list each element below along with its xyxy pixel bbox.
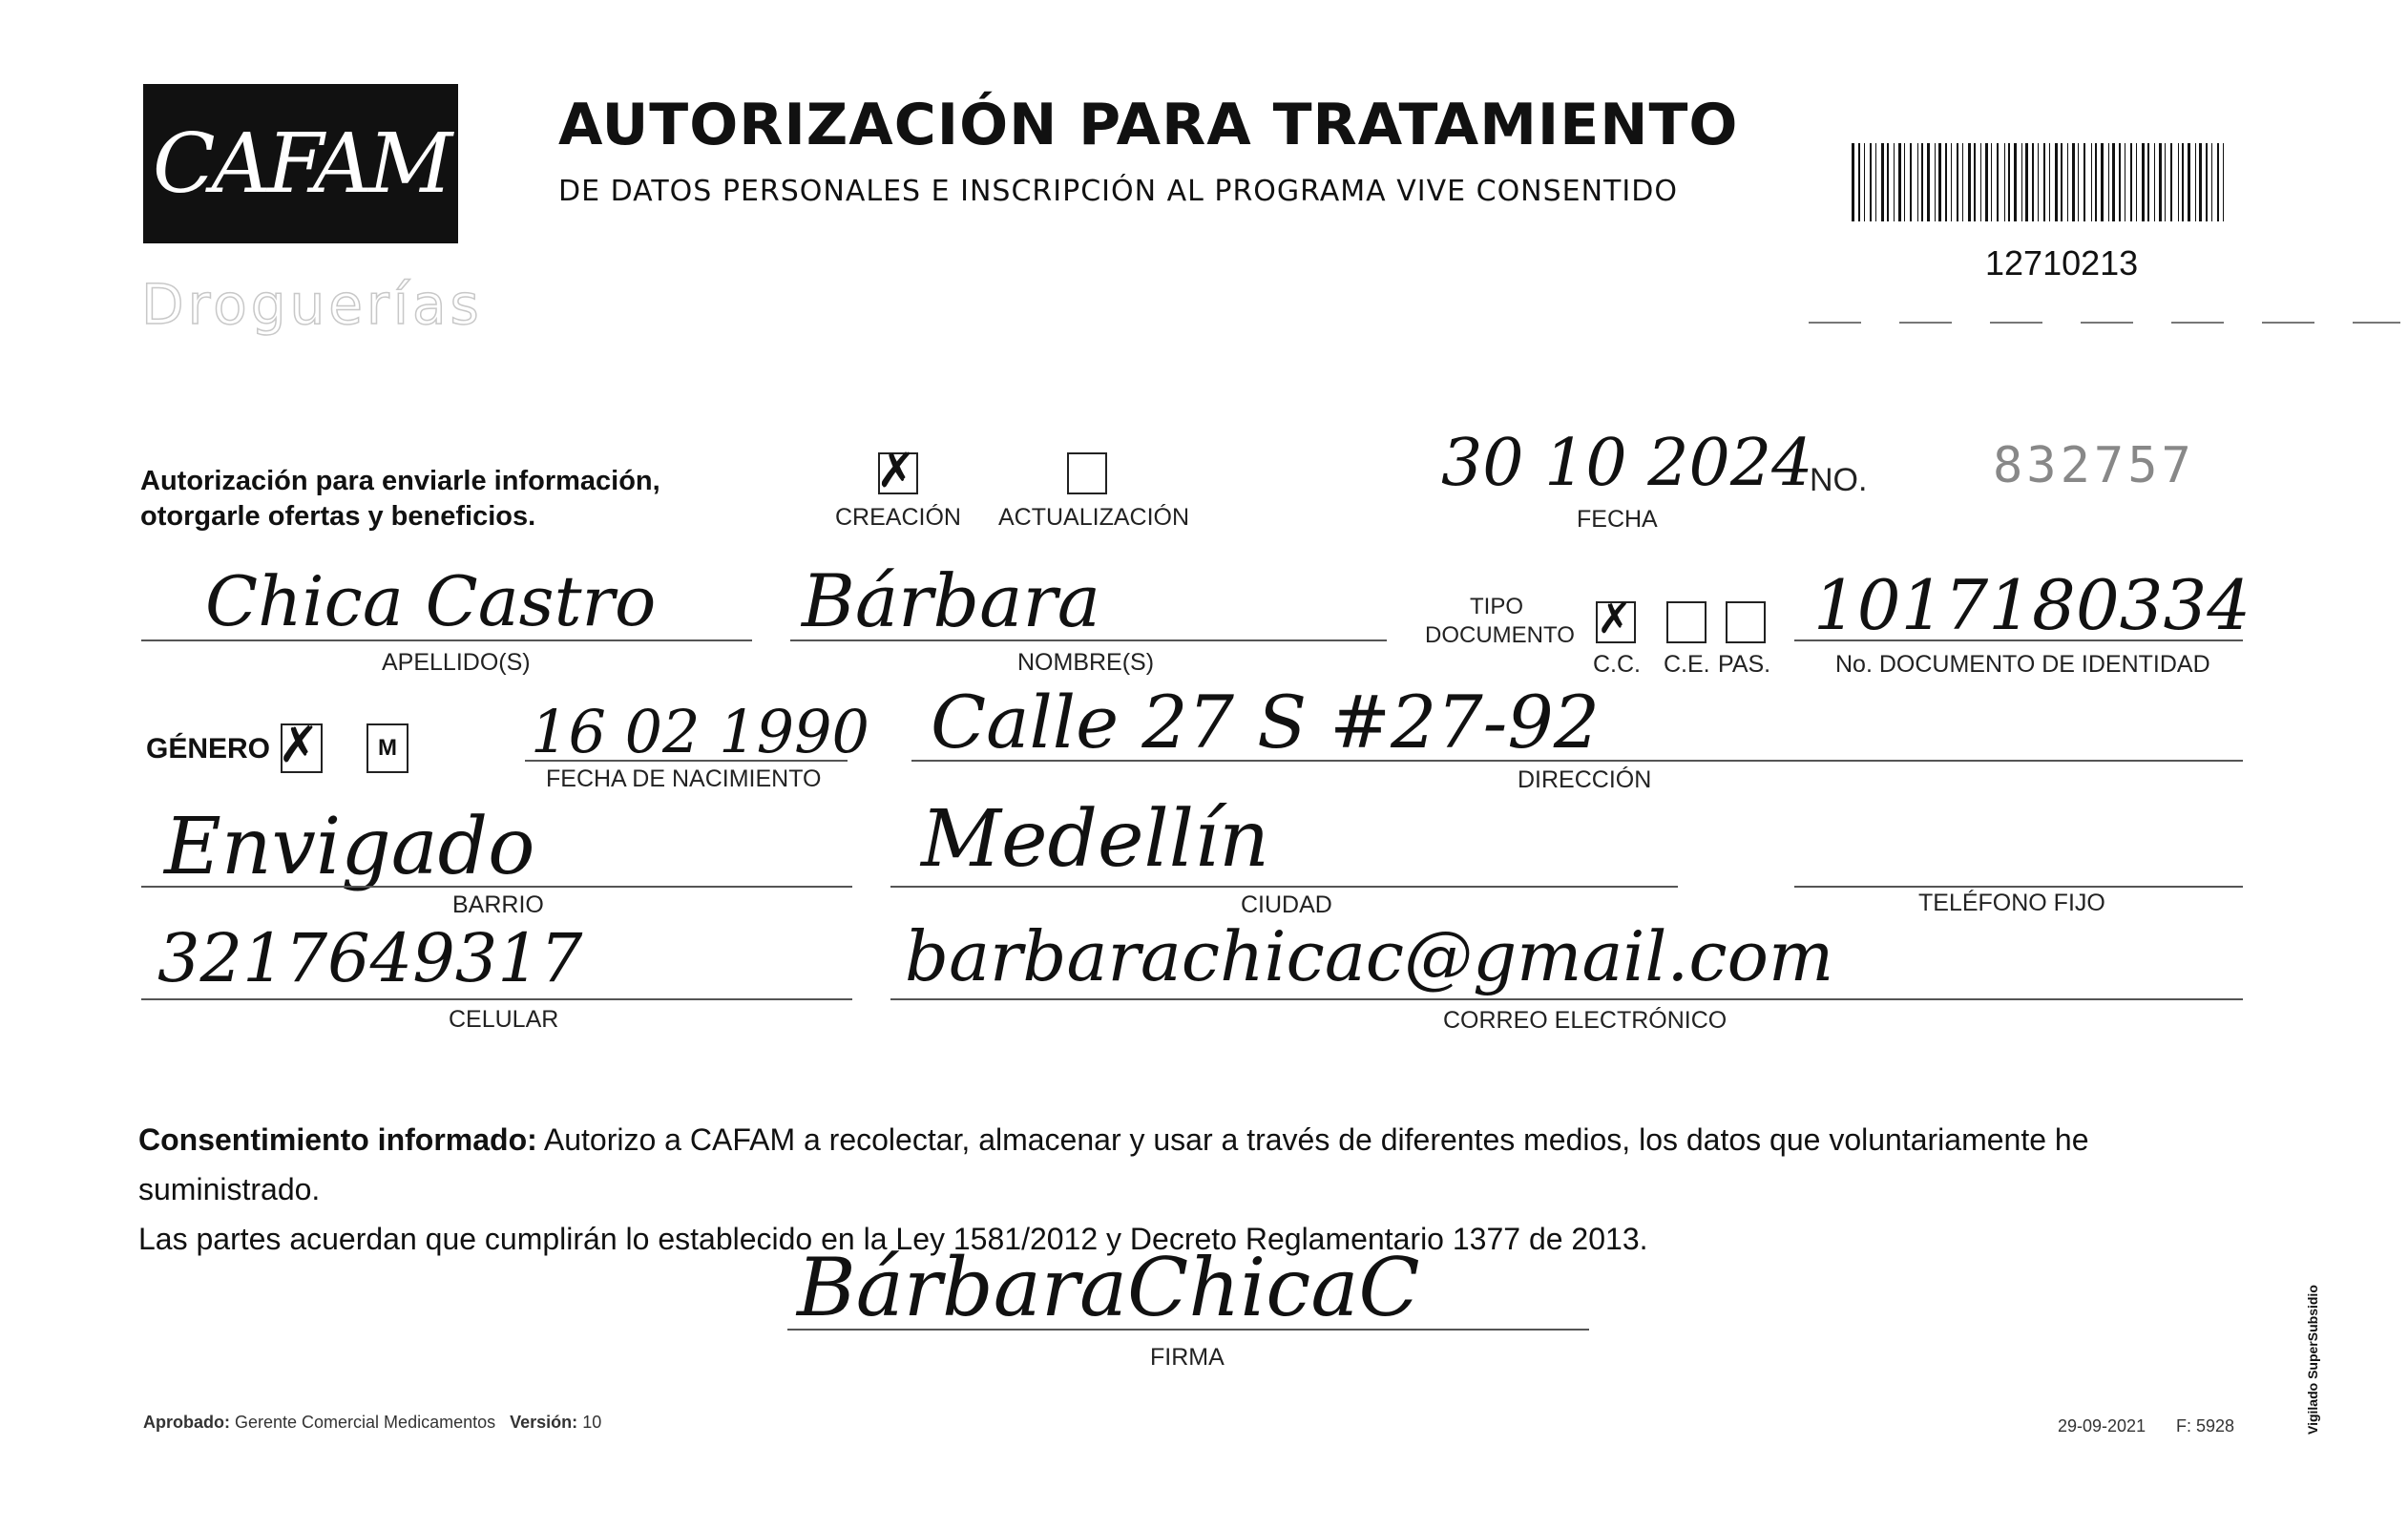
nombres-value: Bárbara: [802, 558, 1101, 643]
intro-line-1: Autorización para enviarle información,: [140, 466, 660, 496]
barcode-bar: [1951, 143, 1952, 221]
barcode-bar: [1917, 143, 1918, 221]
barcode-bar: [1957, 143, 1958, 221]
barcode-bar: [1980, 143, 1981, 221]
documento-line: [1794, 639, 2243, 641]
barcode-bar: [1870, 143, 1872, 221]
apellidos-line: [141, 639, 752, 641]
creacion-check-mark: ✗: [876, 443, 916, 498]
barcode-bar: [1921, 143, 1923, 221]
nacimiento-label: FECHA DE NACIMIENTO: [546, 765, 822, 792]
pas-label: PAS.: [1718, 651, 1771, 678]
barcode-bar: [2101, 143, 2104, 221]
correo-value: barbarachicac@gmail.com: [905, 916, 1834, 996]
actualizacion-label: ACTUALIZACIÓN: [998, 504, 1190, 531]
celular-label: CELULAR: [449, 1006, 559, 1033]
consent-text-1: Autorizo a CAFAM a recolectar, almacenar y usar a través de diferentes medios, los datos que voluntariamente he suministrado.: [138, 1122, 2089, 1206]
supersubsidio-vertical-label: [2298, 1231, 2327, 1441]
barcode-bar: [2223, 143, 2224, 221]
barcode-bar: [1852, 143, 1854, 221]
barcode-bar: [2142, 143, 2145, 221]
barcode-bar: [2083, 143, 2085, 221]
telefono-line: [1794, 886, 2243, 888]
aprobado-label: Aprobado:: [143, 1413, 230, 1432]
version-value: 10: [582, 1413, 602, 1432]
documento-value: 1017180334: [1813, 565, 2251, 645]
barcode-bar: [1894, 143, 1895, 221]
barcode-bar: [2095, 143, 2097, 221]
direccion-line: [911, 760, 2243, 762]
apellidos-label: APELLIDO(S): [382, 649, 531, 676]
barcode-bar: [1910, 143, 1912, 221]
ce-checkbox[interactable]: [1666, 601, 1707, 643]
signature-label: FIRMA: [1150, 1344, 1225, 1371]
barcode-bar: [2038, 143, 2039, 221]
documento-numero-label: No. DOCUMENTO DE IDENTIDAD: [1835, 651, 2210, 678]
ciudad-value: Medellín: [921, 794, 1269, 885]
signature-line: [787, 1329, 1589, 1331]
correo-label: CORREO ELECTRÓNICO: [1443, 1007, 1727, 1034]
document-subtitle: DE DATOS PERSONALES E INSCRIPCIÓN AL PROGRAMA VIVE CONSENTIDO: [558, 175, 1678, 208]
barrio-value: Envigado: [164, 802, 535, 892]
document-title: AUTORIZACIÓN PARA TRATAMIENTO: [558, 92, 1739, 158]
barcode-bar: [2188, 143, 2190, 221]
barcode-bar: [1997, 143, 1999, 221]
barcode-bar: [1962, 143, 1963, 221]
barcode-bar: [1945, 143, 1947, 221]
side-text: Vigilado SuperSubsidio: [2305, 1285, 2320, 1435]
celular-value: 3217649317: [157, 919, 583, 997]
logo-subtitle: Droguerías: [141, 272, 483, 337]
ciudad-line: [890, 886, 1678, 888]
celular-line: [141, 998, 852, 1000]
footer-approval: [143, 1413, 601, 1433]
barcode-bar: [1875, 143, 1876, 221]
barcode-bar: [2067, 143, 2068, 221]
nacimiento-line: [525, 760, 848, 762]
barrio-label: BARRIO: [452, 891, 544, 918]
correo-line: [890, 998, 2243, 1000]
barcode-bar: [2159, 143, 2162, 221]
cc-check-mark: ✗: [1597, 595, 1632, 643]
barcode-bar: [2154, 143, 2155, 221]
barcode-bar: [2217, 143, 2219, 221]
barcode-bar: [2108, 143, 2109, 221]
barcode-bar: [1858, 143, 1860, 221]
barcode: [1852, 143, 2229, 221]
barcode-bar: [1938, 143, 1941, 221]
barcode-bar: [2014, 143, 2017, 221]
barcode-bar: [1864, 143, 1865, 221]
form-number: 832757: [1993, 437, 2195, 494]
barcode-bar: [2182, 143, 2184, 221]
barcode-bar: [2119, 143, 2121, 221]
barcode-bar: [1904, 143, 1905, 221]
cafam-logo: [143, 84, 458, 243]
barcode-bar: [2004, 143, 2005, 221]
barcode-bar: [1927, 143, 1930, 221]
aprobado-value: Gerente Comercial Medicamentos: [235, 1413, 496, 1432]
tipo-label: TIPO: [1470, 594, 1524, 619]
barcode-bar: [2195, 143, 2196, 221]
nombres-label: NOMBRE(S): [1017, 649, 1155, 676]
barcode-bar: [2043, 143, 2045, 221]
barcode-bar: [1881, 143, 1884, 221]
barcode-bar: [2055, 143, 2058, 221]
footer-date: 29-09-2021: [2058, 1416, 2146, 1436]
intro-line-2: otorgarle ofertas y beneficios.: [140, 501, 536, 532]
apellidos-value: Chica Castro: [205, 561, 657, 641]
barcode-bar: [2008, 143, 2010, 221]
creacion-label: CREACIÓN: [835, 504, 961, 531]
barcode-bar: [1935, 143, 1936, 221]
barcode-bar: [2136, 143, 2137, 221]
direccion-label: DIRECCIÓN: [1518, 766, 1652, 793]
pas-checkbox[interactable]: [1726, 601, 1766, 643]
consent-line-1: [138, 1115, 2257, 1214]
barcode-number: 12710213: [1985, 243, 2139, 283]
fecha-value: 30 10 2024: [1441, 426, 1813, 501]
consent-heading: Consentimiento informado:: [138, 1122, 537, 1157]
barcode-bar: [2130, 143, 2132, 221]
barcode-bar: [2178, 143, 2179, 221]
consent-text-2: Las partes acuerdan que cumplirán lo establecido en la Ley 1581/2012 y Decreto Reglamentario 1377 de 2013.: [138, 1222, 1648, 1256]
fecha-label: FECHA: [1577, 506, 1658, 533]
barcode-bar: [2078, 143, 2079, 221]
direccion-value: Calle 27 S #27-92: [931, 680, 1601, 765]
barcode-bar: [2072, 143, 2075, 221]
nacimiento-value: 16 02 1990: [531, 697, 869, 766]
genero-m-checkbox[interactable]: M: [366, 723, 408, 773]
cc-label: C.C.: [1593, 651, 1641, 678]
barcode-bar: [2199, 143, 2202, 221]
logo-text: CAFAM: [152, 115, 450, 212]
barrio-line: [141, 886, 852, 888]
dashed-divider: [1809, 321, 2400, 325]
barcode-bar: [2021, 143, 2022, 221]
nombres-line: [790, 639, 1387, 641]
barcode-bar: [2061, 143, 2063, 221]
barcode-bar: [1991, 143, 1992, 221]
barcode-bar: [2165, 143, 2166, 221]
barcode-bar: [1974, 143, 1976, 221]
barcode-bar: [2147, 143, 2149, 221]
barcode-bar: [2032, 143, 2034, 221]
barcode-bar: [2112, 143, 2115, 221]
ciudad-label: CIUDAD: [1241, 891, 1332, 918]
barcode-bar: [1887, 143, 1889, 221]
genero-f-check-mark: ✗: [278, 717, 320, 774]
barcode-bar: [2091, 143, 2092, 221]
actualizacion-checkbox[interactable]: [1067, 452, 1107, 494]
barcode-bar: [1898, 143, 1901, 221]
barcode-bar: [2049, 143, 2050, 221]
footer-code: F: 5928: [2176, 1416, 2235, 1436]
version-label: Versión:: [510, 1413, 578, 1432]
barcode-bar: [1985, 143, 1988, 221]
barcode-bar: [2211, 143, 2212, 221]
no-label: NO.: [1810, 462, 1868, 498]
barcode-bar: [2025, 143, 2028, 221]
barcode-bar: [1968, 143, 1971, 221]
genero-label: GÉNERO: [146, 733, 271, 765]
ce-label: C.E.: [1664, 651, 1710, 678]
documento-label: DOCUMENTO: [1425, 622, 1575, 648]
telefono-label: TELÉFONO FIJO: [1918, 890, 2105, 916]
barcode-bar: [2170, 143, 2172, 221]
barcode-bar: [2206, 143, 2208, 221]
signature: BárbaraChicaC: [797, 1241, 1420, 1334]
